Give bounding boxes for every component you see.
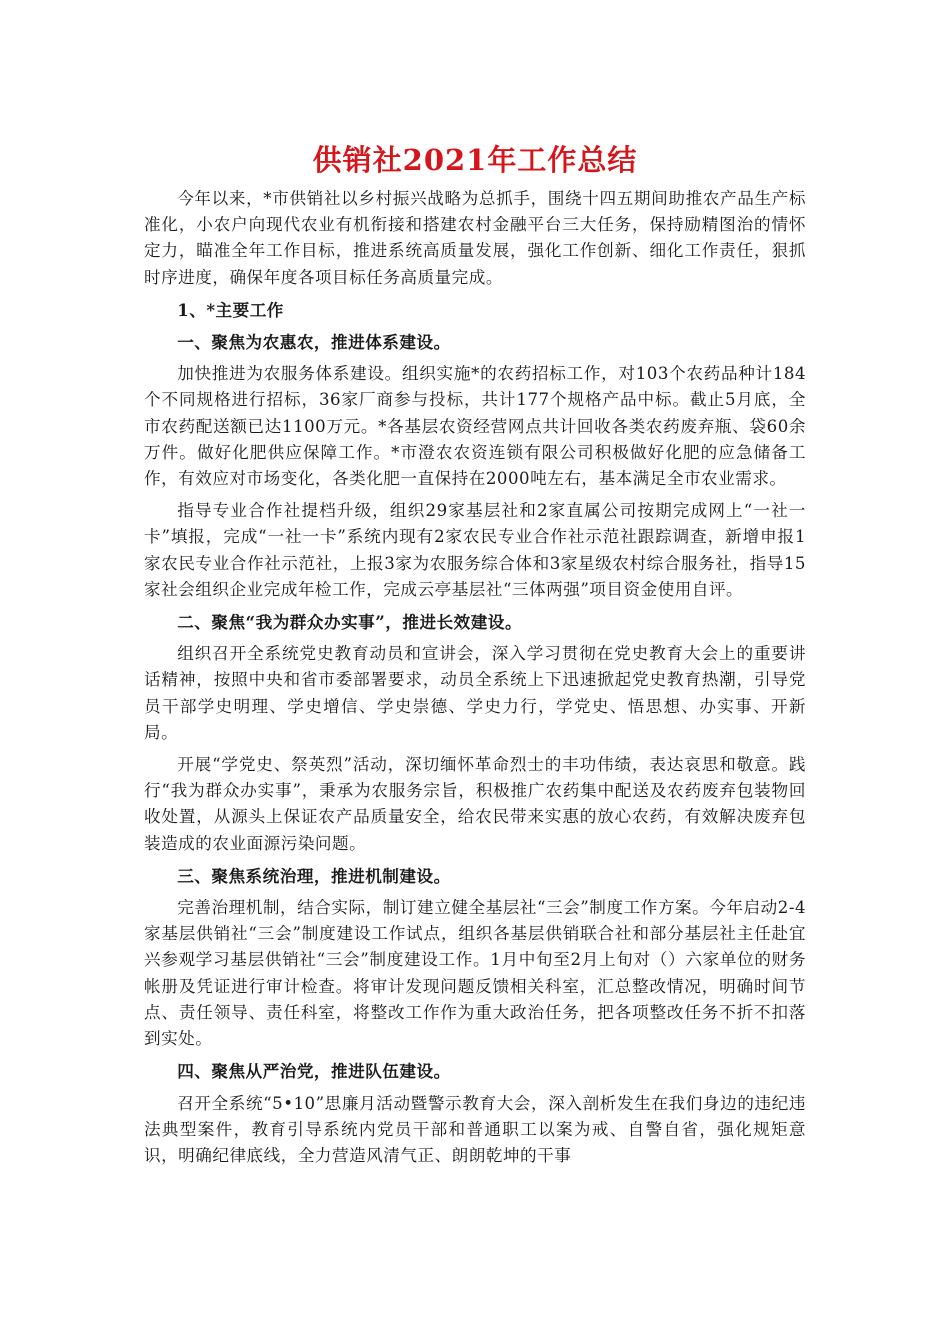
section-2-paragraph-1: 组织召开全系统党史教育动员和宣讲会，深入学习贯彻在党史教育大会上的重要讲话精神，按照中央和省市委部署要求，动员全系统上下迅速掀起党史教育热潮，引导党员干部学史明理、学史增信、学史崇德、学史力行，学党史、悟思想、办实事、开新局。 xyxy=(144,644,806,742)
section-3-heading: 三、聚焦系统治理，推进机制建设。 xyxy=(177,865,451,886)
section-1-paragraph-1: 加快推进为农服务体系建设。组织实施*的农药招标工作，对103个农药品种计184个不同规格进行招标，36家厂商参与投标，共计177个规格产品中标。截止5月底，全市农药配送额已达1100万元。*各基层农资经营网点共计回收各类农药废弃瓶、袋60余万件。做好化肥供应保障工作。*市澄农农资连锁有限公司积极做好化肥的应急储备工作，有效应对市场变化，各类化肥一直保持在2000吨左右，基本满足全市农业需求。 xyxy=(144,364,806,489)
section-2-paragraph-2: 开展“学党史、祭英烈”活动，深切缅怀革命烈士的丰功伟绩，表达哀思和敬意。践行“我为群众办实事”，秉承为农服务宗旨，积极推广农药集中配送及农药废弃包装物回收处置，从源头上保证农产品质量安全，给农民带来实惠的放心农药，有效解决废弃包装造成的农业面源污染问题。 xyxy=(144,755,806,853)
intro-paragraph: 今年以来，*市供销社以乡村振兴战略为总抓手，围绕十四五期间助推农产品生产标准化，小农户向现代农业有机衔接和搭建农村金融平台三大任务，保持励精图治的情怀定力，瞄准全年工作目标，推进系统高质量发展，强化工作创新、细化工作责任，狠抓时序进度，确保年度各项目标任务高质量完成。 xyxy=(144,189,806,287)
section-1-heading: 一、聚焦为农惠农，推进体系建设。 xyxy=(177,332,451,353)
section-3-paragraph-1: 完善治理机制，结合实际，制订建立健全基层社“三会”制度工作方案。今年启动2-4家基层供销社“三会”制度建设工作试点，组织各基层供销联合社和部分基层社主任赴宜兴参观学习基层供销社“三会”制度建设工作。1月中旬至2月上旬对（）六家单位的财务帐册及凭证进行审计检查。将审计发现问题反馈相关科室，汇总整改情况，明确时间节点、责任领导、责任科室，将整改工作作为重大政治任务，把各项整改任务不折不扣落到实处。 xyxy=(144,898,806,1049)
section-2-heading: 二、聚焦“我为群众办实事”，推进长效建设。 xyxy=(177,612,523,633)
section-1-paragraph-2: 指导专业合作社提档升级，组织29家基层社和2家直属公司按期完成网上“一社一卡”填报，完成“一社一卡”系统内现有2家农民专业合作社示范社跟踪调查，新增申报1家农民专业合作社示范社，上报3家为农服务综合体和3家星级农村综合服务社，指导15家社会组织企业完成年检工作，完成云亭基层社“三体两强”项目资金使用自评。 xyxy=(144,501,806,599)
section-4-heading: 四、聚焦从严治党，推进队伍建设。 xyxy=(177,1061,451,1082)
document-body xyxy=(144,140,806,1175)
document-title: 供销社2021年工作总结 xyxy=(312,143,638,177)
section-4-paragraph-1: 召开全系统“5•10”思廉月活动暨警示教育大会，深入剖析发生在我们身边的违纪违法典型案件，教育引导系统内党员干部和普通职工以案为戒、自警自省，强化规矩意识，明确纪律底线，全力营造风清气正、朗朗乾坤的干事 xyxy=(144,1093,806,1165)
main-heading: 1、*主要工作 xyxy=(177,299,284,320)
